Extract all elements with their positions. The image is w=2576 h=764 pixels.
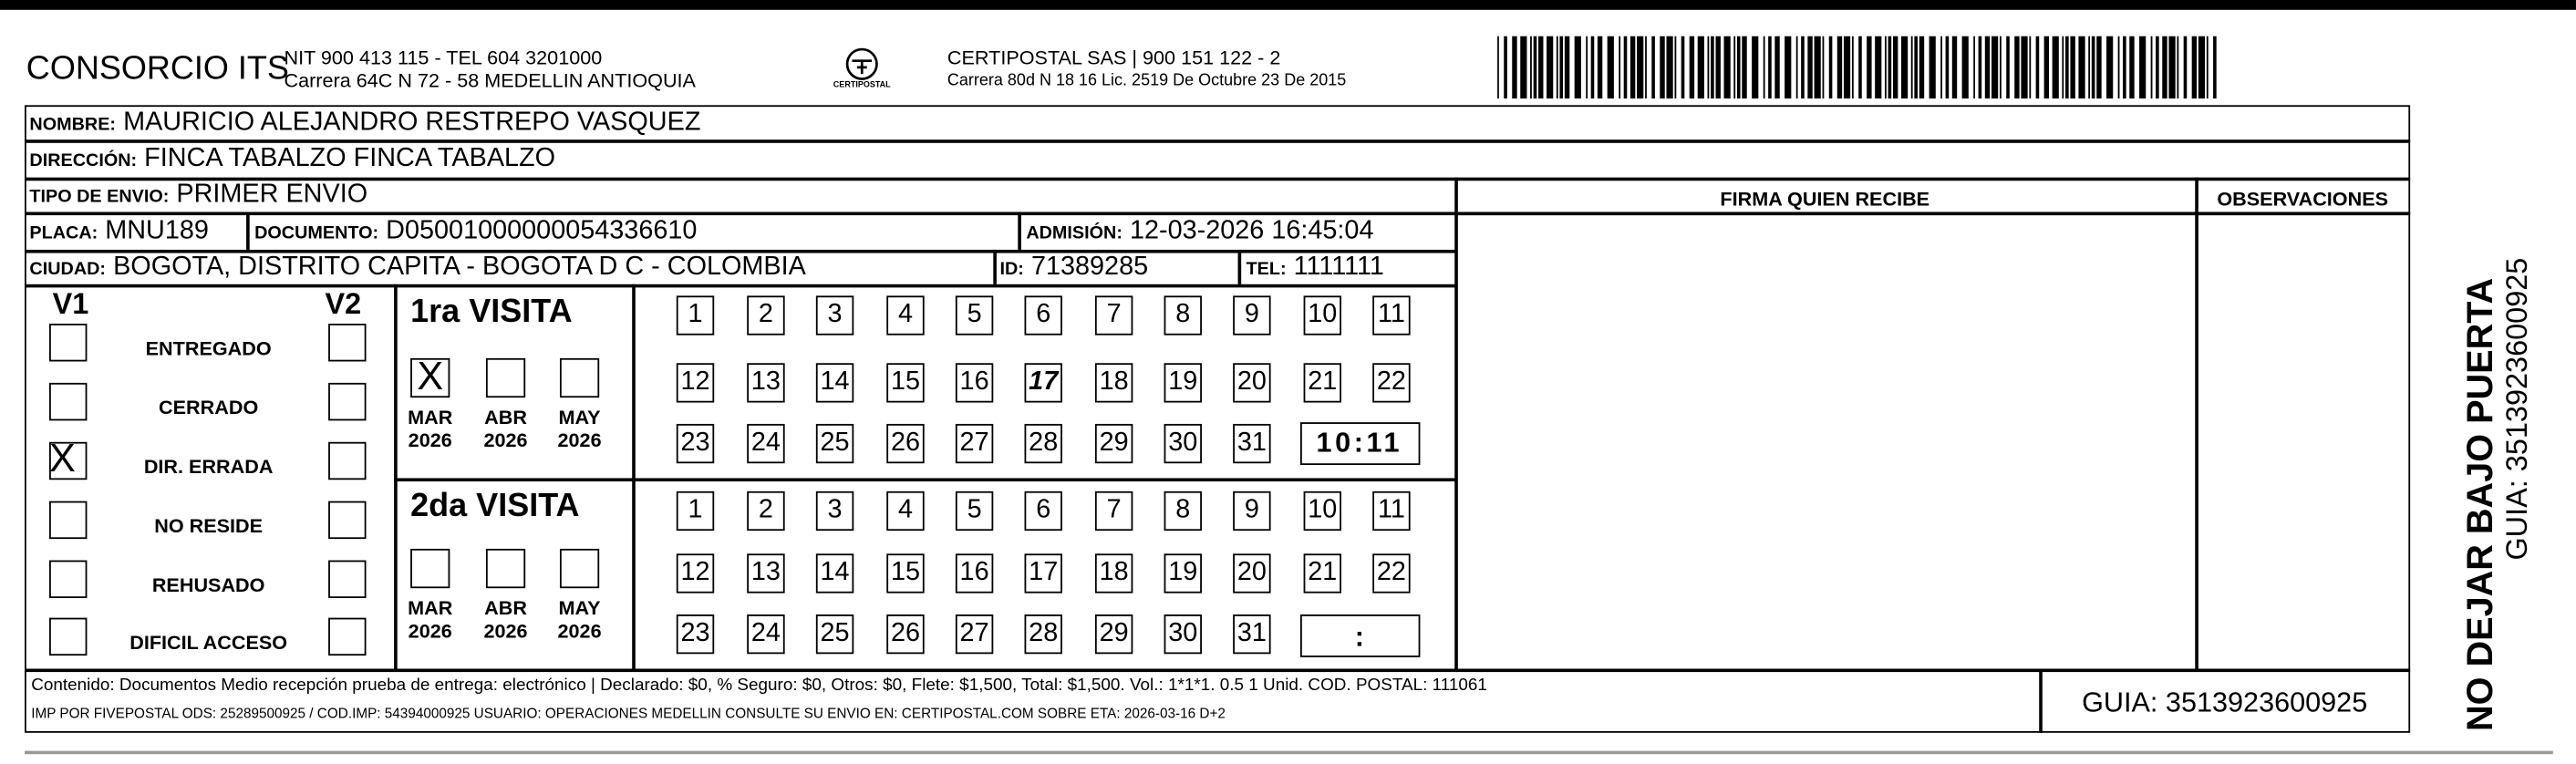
company-address: Carrera 64C N 72 - 58 MEDELLIN ANTIOQUIA [284,68,696,92]
barcode-bar [1645,36,1647,98]
barcode-bar [1586,36,1588,98]
day-box: 6 [1025,295,1062,335]
barcode-bar [1557,36,1558,98]
status-option-label: NO RESIDE [154,514,264,538]
barcode-bar [1774,36,1779,98]
month-label [547,596,613,644]
barcode-bar [2198,36,2205,98]
ciudad-label: CIUDAD: [29,259,107,280]
barcode-bar [1946,36,1950,98]
nombre-value: MAURICIO ALEJANDRO RESTREPO VASQUEZ [123,108,701,137]
day-box: 18 [1095,363,1133,402]
barcode-bar [1667,36,1673,98]
day-box: 30 [1164,614,1202,654]
barcode-bar [2000,36,2002,98]
barcode-bar [1504,36,1507,98]
month-name: MAY [558,406,601,429]
admision-value: 12-03-2026 16:45:04 [1129,216,1374,245]
v1-header: V1 [52,287,89,321]
day-box: 7 [1095,491,1133,531]
placa-value: MNU189 [105,216,209,245]
day-box: 1 [677,295,714,335]
barcode-bar [2078,36,2085,98]
barcode-bar [1911,36,1913,98]
day-box: 4 [886,295,924,335]
barcode-bar [1660,36,1664,98]
barcode-bar [1940,36,1942,98]
month-year: 2026 [483,620,528,644]
month-checkbox [486,549,525,588]
barcode-bar [1858,36,1862,98]
second-visit-time-box [1300,614,1420,657]
barcode-bar [1852,36,1854,98]
v2-checkbox [328,324,366,361]
documento-label: DOCUMENTO: [254,223,379,243]
barcode-bar [1901,36,1908,98]
carrier-name: CERTIPOSTAL SAS | 900 151 122 - 2 [947,46,1281,69]
barcode-bar [1785,36,1791,98]
day-box: 21 [1304,363,1341,402]
barcode-bar [1752,36,1758,98]
day-box: 28 [1025,424,1062,463]
placa-label: PLACA: [29,223,98,243]
placa-field [29,216,209,245]
day-box: 15 [886,363,924,402]
day-box: 3 [816,295,853,335]
day-box: 10 [1304,491,1341,531]
day-box: 1 [677,491,714,531]
company-name: CONSORCIO ITS [26,50,289,88]
barcode-bar [1711,36,1714,98]
direccion-label: DIRECCIÓN: [29,150,138,171]
barcode-bar [1630,36,1635,98]
day-box: 11 [1372,491,1410,531]
barcode-bar [1768,36,1772,98]
barcode-bar [1559,36,1563,98]
barcode-bar [2123,36,2126,98]
day-box: 17 [1025,363,1062,402]
nombre-field [29,110,700,137]
barcode-bar [1591,36,1595,98]
day-box: 22 [1372,553,1410,593]
barcode-bar [1538,36,1543,98]
barcode-bar [2168,36,2175,98]
day-box: 20 [1233,363,1270,402]
footer-guia: GUIA: 3513923600925 [2082,687,2368,718]
barcode-bar [2092,36,2095,98]
barcode-bar [1929,36,1936,98]
day-box: 19 [1164,553,1202,593]
first-visit-title: 1ra VISITA [410,294,573,331]
day-box: 5 [956,295,993,335]
barcode-bar [1979,36,1982,98]
day-box: 8 [1164,295,1202,335]
direccion-value: FINCA TABALZO FINCA TABALZO [144,144,556,173]
v2-header: V2 [325,287,362,321]
barcode-bar [1497,36,1499,98]
side-guia: GUIA: 3513923600925 [2500,257,2534,561]
barcode-bar [1698,36,1704,98]
v2-checkbox [328,442,366,480]
day-box: 27 [956,614,993,654]
month-name: MAR [408,406,453,429]
status-option-label: ENTREGADO [145,336,272,360]
first-visit-month-mark: X [417,355,444,399]
month-name: ABR [484,406,527,429]
day-box: 31 [1233,614,1270,654]
day-box: 29 [1095,424,1133,463]
barcode-bar [2118,36,2120,98]
barcode [1497,36,2226,98]
barcode-bar [1985,36,1990,98]
tipo-value: PRIMER ENVIO [176,181,368,209]
day-box: 24 [747,424,784,463]
id-value: 71389285 [1030,253,1149,282]
barcode-bar [1875,36,1881,98]
tipo-field [29,182,367,209]
day-box: 13 [747,553,784,593]
barcode-bar [2014,36,2019,98]
barcode-bar [1893,36,1898,98]
barcode-bar [1796,36,1798,98]
status-option-label: DIR. ERRADA [143,455,274,479]
barcode-bar [1530,36,1532,98]
barcode-bar [2192,36,2197,98]
v2-checkbox [328,618,366,656]
admision-label: ADMISIÓN: [1026,223,1122,243]
barcode-bar [1534,36,1537,98]
day-box: 27 [956,424,993,463]
barcode-bar [1724,36,1731,98]
barcode-bar [1914,36,1918,98]
month-checkbox [560,358,599,397]
tel-label: TEL: [1246,259,1287,280]
barcode-bar [2088,36,2090,98]
day-box: 23 [677,614,714,654]
day-box: 25 [816,424,853,463]
barcode-bar [1651,36,1655,98]
day-box: 12 [677,553,714,593]
barcode-bar [2096,36,2101,98]
v2-checkbox [328,383,366,420]
day-box: 10 [1304,295,1341,335]
day-box: 20 [1233,553,1270,593]
first-visit-time-box [1300,422,1420,465]
barcode-bar [1844,36,1850,98]
day-box: 14 [816,363,853,402]
barcode-bar [1962,36,1969,98]
barcode-bar [2162,36,2167,98]
day-box: 12 [677,363,714,402]
barcode-bar [2021,36,2027,98]
barcode-bar [1919,36,1924,98]
v2-checkbox [328,561,366,598]
month-label [473,406,539,453]
day-box: 25 [816,614,853,654]
barcode-bar [1733,36,1735,98]
barcode-bar [1565,36,1569,98]
barcode-bar [1991,36,1998,98]
v1-checkbox [49,561,87,598]
month-checkbox [486,358,525,397]
barcode-bar [1742,36,1746,98]
day-box: 4 [886,491,924,531]
month-checkbox [560,549,599,588]
v1-checkbox [49,383,87,420]
id-label: ID: [999,259,1024,280]
day-box: 29 [1095,614,1133,654]
month-year: 2026 [557,620,602,644]
barcode-bar [2062,36,2064,98]
day-box: 22 [1372,363,1410,402]
day-box: 16 [956,363,993,402]
day-box: 3 [816,491,853,531]
certipostal-logo [829,43,895,102]
barcode-bar [1815,36,1821,98]
top-edge [0,0,2576,10]
day-box: 7 [1095,295,1133,335]
month-year: 2026 [408,429,452,453]
tel-value: 1111111 [1293,253,1384,282]
firma-header: FIRMA QUIEN RECIBE [1720,187,1930,211]
barcode-bar [2044,36,2049,98]
day-box: 8 [1164,491,1202,531]
day-box: 26 [886,424,924,463]
barcode-bar [1888,36,1892,98]
month-name: MAY [558,596,601,620]
month-year: 2026 [408,620,452,644]
barcode-bar [1867,36,1871,98]
v1-checkbox [49,618,87,656]
day-box: 2 [747,491,784,531]
second-visit-time: : [1354,621,1364,653]
barcode-bar [1801,36,1805,98]
barcode-bar [1681,36,1685,98]
day-box: 28 [1025,614,1062,654]
day-box: 17 [1025,553,1062,593]
barcode-bar [1885,36,1887,98]
barcode-bar [1837,36,1842,98]
barcode-bar [1764,36,1765,98]
second-visit-title: 2da VISITA [410,488,580,524]
day-box: 11 [1372,295,1410,335]
v2-checkbox [328,501,366,539]
day-box: 18 [1095,553,1133,593]
footer-imp: IMP POR FIVEPOSTAL ODS: 25289500925 / COD.IMP: 54394000925 USUARIO: OPERACIONES MEDELLIN CONSULTE SU ENVIO EN: CERTIPOSTAL.COM SOBRE ETA: 2026-03-16 D+2 [31,705,1226,722]
barcode-bar [2129,36,2134,98]
v1-checkbox [49,501,87,539]
month-name: ABR [484,596,527,620]
tel-field [1247,254,1384,281]
barcode-bar [2151,36,2153,98]
v1-checkbox [49,324,87,361]
barcode-bar [2139,36,2146,98]
day-box: 31 [1233,424,1270,463]
ciudad-field [29,254,805,281]
barcode-bar [1716,36,1721,98]
barcode-bar [2177,36,2178,98]
barcode-bar [2006,36,2010,98]
carrier-address: Carrera 80d N 18 16 Lic. 2519 De Octubre 23 De 2015 [947,72,1347,91]
day-box: 9 [1233,295,1270,335]
barcode-bar [2036,36,2040,98]
direccion-field [29,146,555,172]
barcode-bar [1598,36,1602,98]
month-year: 2026 [483,429,528,453]
barcode-bar [1575,36,1581,98]
month-label [398,596,463,644]
barcode-bar [1637,36,1643,98]
barcode-bar [1823,36,1825,98]
observaciones-header: OBSERVACIONES [2217,187,2389,211]
barcode-bar [2053,36,2059,98]
barcode-bar [1952,36,1957,98]
barcode-bar [1624,36,1628,98]
barcode-bar [2070,36,2074,98]
nombre-label: NOMBRE: [29,115,117,135]
barcode-bar [1675,36,1677,98]
footer-contenido: Contenido: Documentos Medio recepción prueba de entrega: electrónico | Declarado: $0, % Seguro: $0, Otros: $0, Flete: $1,500, Total: $1,500. Vol.: 1*1*1. 0.5 1 Unid. COD. POSTAL: 111061 [31,675,1487,696]
barcode-bar [1708,36,1710,98]
month-name: MAR [408,596,453,620]
status-option-label: DIFICIL ACCESO [129,631,288,655]
day-box: 30 [1164,424,1202,463]
day-box: 26 [886,614,924,654]
barcode-bar [1608,36,1614,98]
day-box: 24 [747,614,784,654]
status-option-label: CERRADO [159,396,259,419]
barcode-bar [2156,36,2159,98]
day-box: 9 [1233,491,1270,531]
day-box: 14 [816,553,853,593]
first-visit-time: 10:11 [1316,427,1403,459]
month-label [547,406,613,453]
day-box: 19 [1164,363,1202,402]
logo-text: CERTIPOSTAL [833,80,891,91]
barcode-bar [1737,36,1741,98]
id-field [1000,254,1149,281]
side-warning: NO DEJAR BAJO PUERTA [2459,277,2501,731]
tipo-label: TIPO DE ENVIO: [29,187,170,208]
month-label [398,406,463,453]
day-box: 21 [1304,553,1341,593]
ciudad-value: BOGOTA, DISTRITO CAPITA - BOGOTA D C - COLOMBIA [113,253,806,282]
barcode-bar [1807,36,1812,98]
barcode-bar [2065,36,2069,98]
day-box: 6 [1025,491,1062,531]
month-checkbox [410,549,450,588]
day-box: 15 [886,553,924,593]
day-box: 23 [677,424,714,463]
barcode-bar [1690,36,1694,98]
day-box: 5 [956,491,993,531]
barcode-bar [1520,36,1526,98]
barcode-bar [1973,36,1975,98]
day-box: 2 [747,295,784,335]
barcode-bar [1512,36,1516,98]
barcode-bar [2106,36,2113,98]
barcode-bar [2029,36,2031,98]
month-label [473,596,539,644]
barcode-bar [2207,36,2209,98]
day-box: 13 [747,363,784,402]
admision-field [1026,216,1374,245]
day-box: 16 [956,553,993,593]
company-nit: NIT 900 413 115 - TEL 604 3201000 [284,46,603,69]
documento-value: D05001000000054336610 [386,216,698,245]
status-option-label: REHUSADO [151,573,265,597]
v1-dir-errada-mark: X [49,437,76,482]
barcode-bar [1619,36,1620,98]
barcode-bar [1547,36,1553,98]
documento-field [254,216,698,245]
barcode-bar [2184,36,2188,98]
month-year: 2026 [557,429,602,453]
barcode-bar [2213,36,2217,98]
barcode-bar [1829,36,1833,98]
